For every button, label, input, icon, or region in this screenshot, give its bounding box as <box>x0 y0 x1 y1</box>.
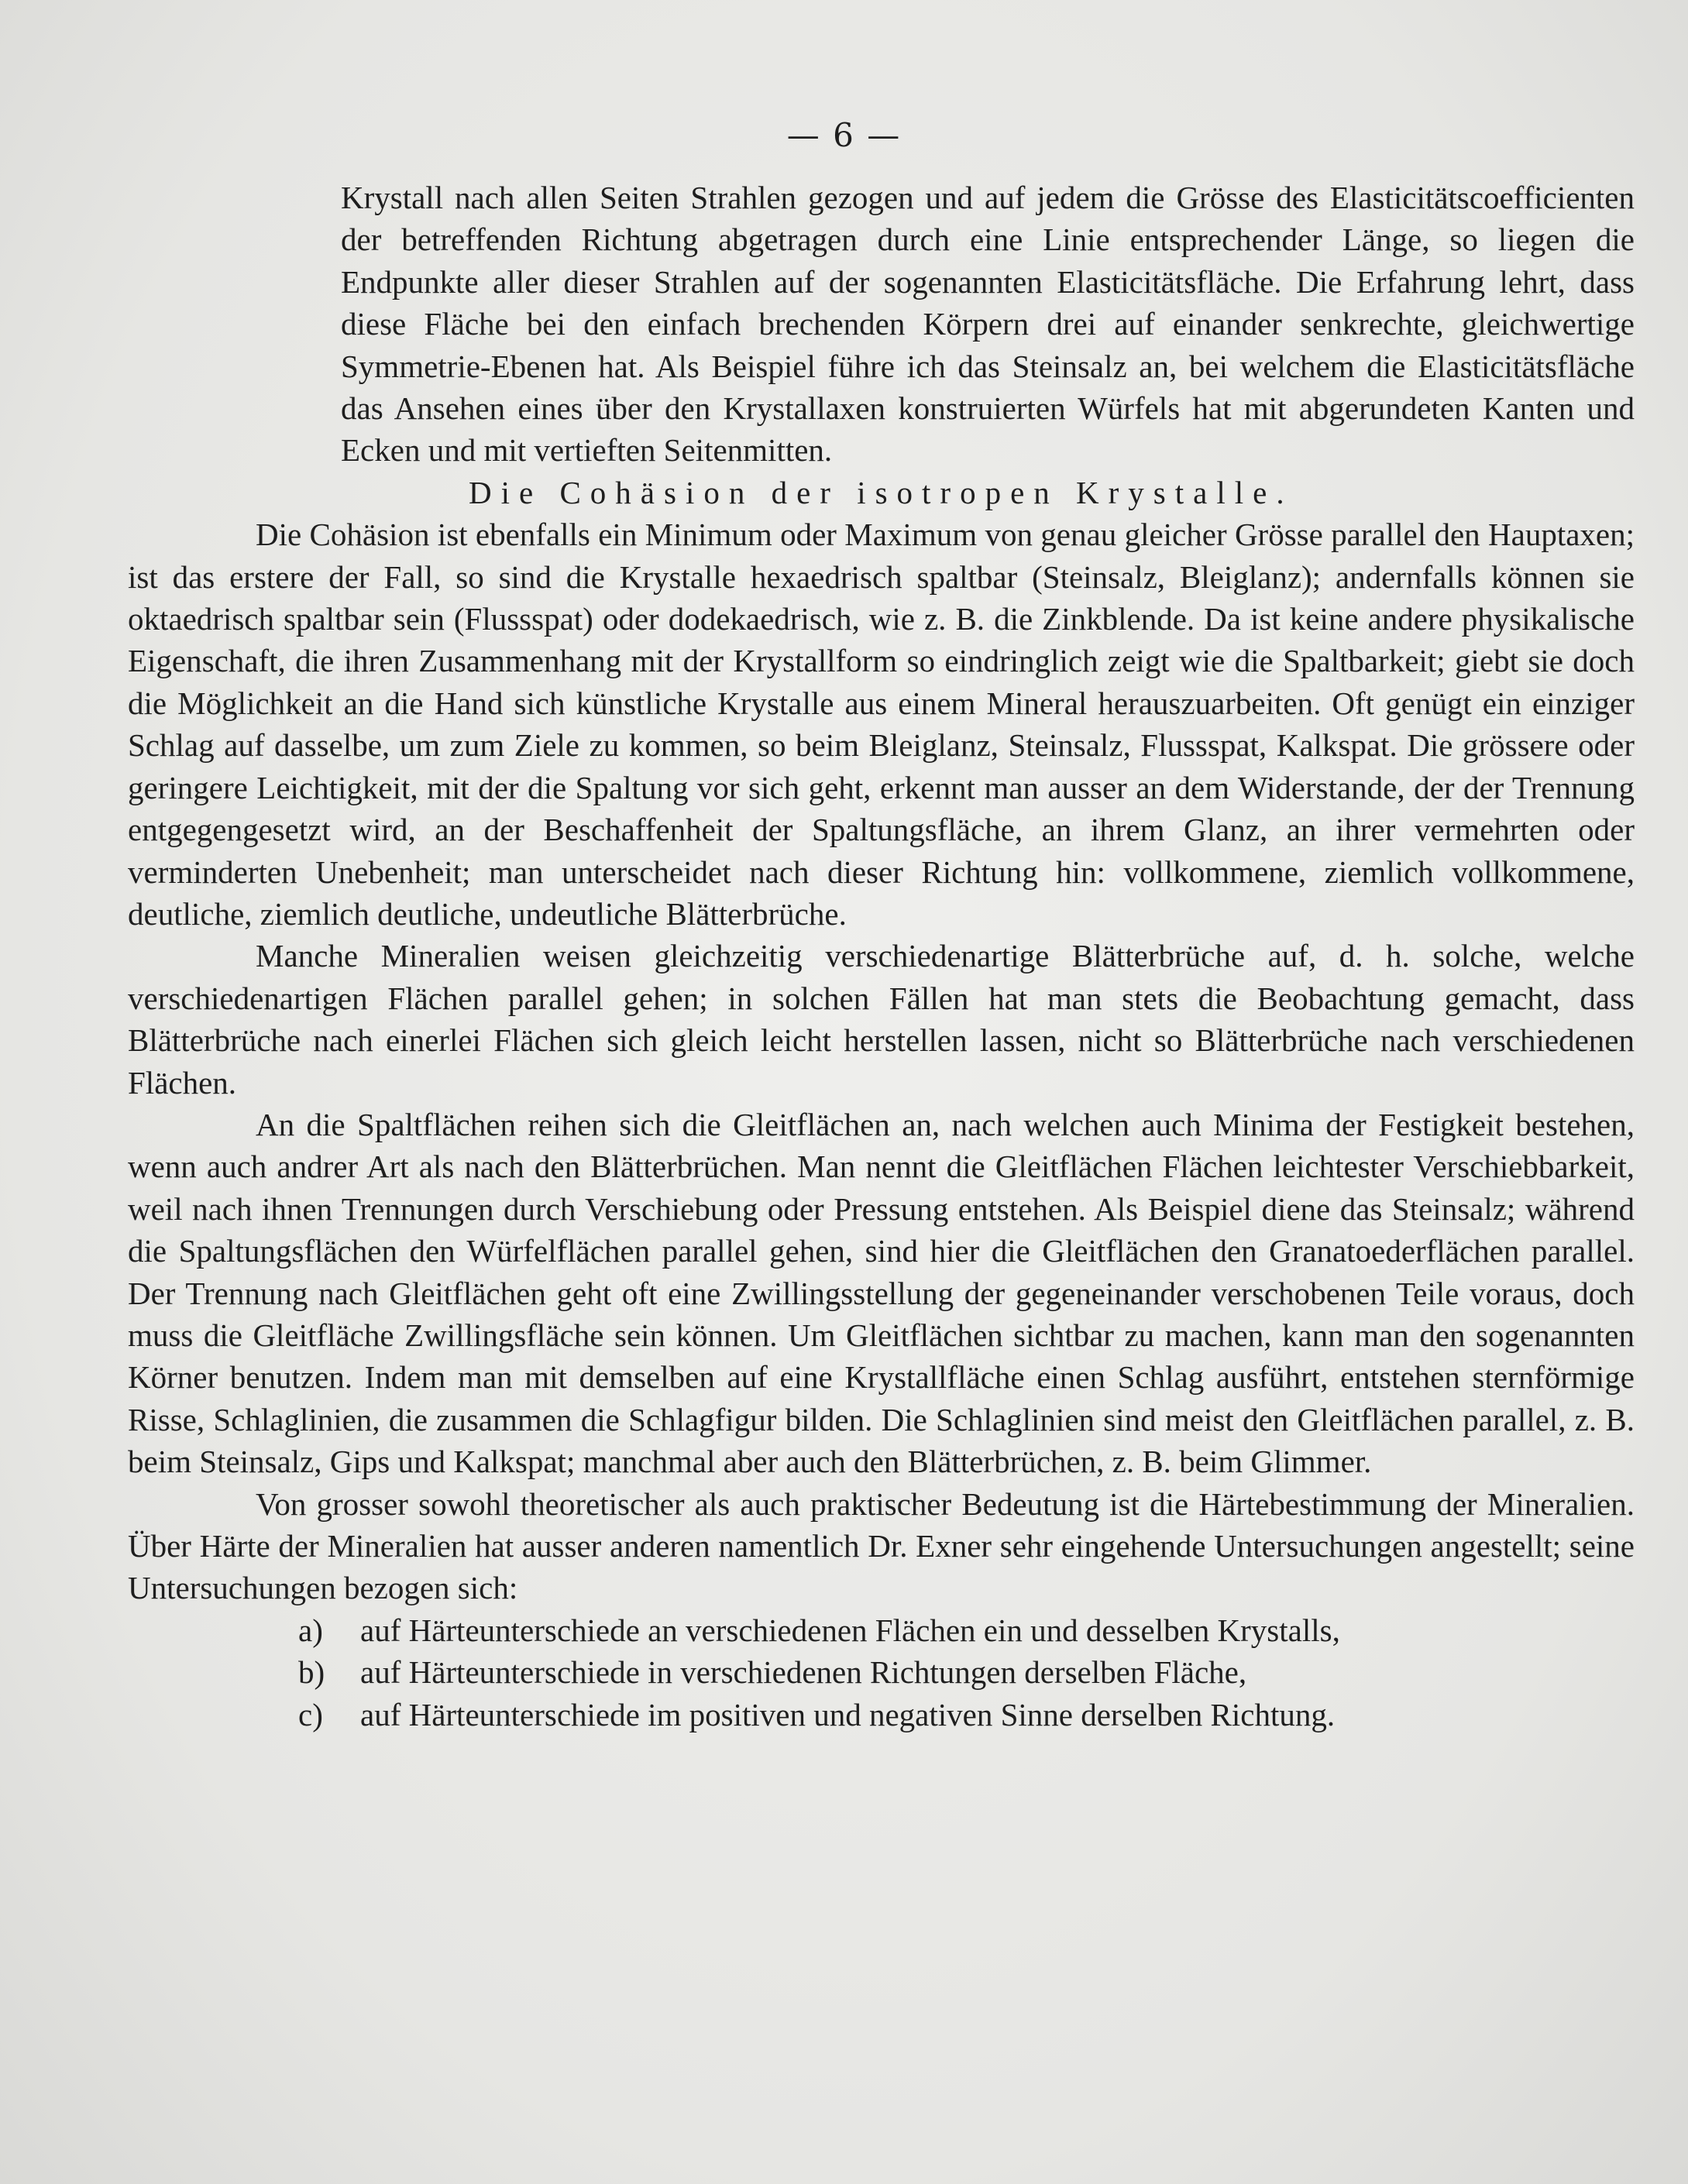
list-marker: a) <box>298 1612 323 1648</box>
list-item <box>128 1651 1635 1693</box>
body-text <box>128 177 1635 1736</box>
list-item <box>128 1609 1635 1651</box>
list-item <box>128 1694 1635 1736</box>
list-item-text: auf Härteunterschiede in verschiedenen Richtungen derselben Fläche, <box>360 1654 1247 1691</box>
section-heading: Die Cohäsion der isotropen Krystalle. <box>469 474 1294 510</box>
list-item-text: auf Härteunterschiede im positiven und negativen Sinne derselben Richtung. <box>360 1696 1336 1732</box>
haerte-list <box>128 1609 1635 1736</box>
paragraph-blaetterbrueche: Manche Mineralien weisen gleichzeitig verschiedenartige Blätterbrüche auf, d. h. solche, welche verschiedenartigen Flächen parallel gehen; in solchen Fällen hat man stets die Beobachtung gemacht, dass Blätterbrüche nach einerlei Flächen sich gleich leicht herstellen lassen, nicht so Blätterbrüche nach verschiedenen Flächen. <box>128 938 1635 1101</box>
list-marker: c) <box>298 1696 323 1732</box>
list-item-text: auf Härteunterschiede an verschiedenen Flächen ein und desselben Krystalls, <box>360 1612 1340 1648</box>
paragraph-gleitflaechen: An die Spaltflächen reihen sich die Gleitflächen an, nach welchen auch Minima der Festigkeit bestehen, wenn auch andrer Art als nach den Blätterbrüchen. Man nennt die Gleitflächen Flächen leichtester Verschiebbarkeit, weil nach ihnen Trennungen durch Verschiebung oder Pressung entstehen. Als Beispiel diene das Steinsalz; während die Spaltungsflächen den Würfelflächen parallel gehen, sind hier die Gleitflächen den Granatoederflächen parallel. Der Trennung nach Gleitflächen geht oft eine Zwillingsstellung der gegeneinander verschobenen Teile voraus, doch muss die Gleitfläche Zwillingsfläche sein können. Um Gleitflächen sichtbar zu machen, kann man den sogenannten Körner benutzen. Indem man mit demselben auf eine Krystallfläche einen Schlag ausführt, entstehen sternförmige Risse, Schlaglinien, die zusammen die Schlagfigur bilden. Die Schlaglinien sind meist den Gleitflächen parallel, z. B. beim Steinsalz, Gips und Kalkspat; manchmal aber auch den Blätterbrüchen, z. B. beim Glimmer. <box>128 1106 1635 1480</box>
paragraph-intro: Krystall nach allen Seiten Strahlen gezogen und auf jedem die Grösse des Elasticitätscoefficienten der betreffenden Richtung abgetragen durch eine Linie entsprechender Länge, so liegen die Endpunkte aller dieser Strahlen auf der sogenannten Elasticitätsfläche. Die Erfahrung lehrt, dass diese Fläche bei den einfach brechenden Körpern drei auf einander senkrechte, gleichwertige Symmetrie-Ebenen hat. Als Beispiel führe ich das Steinsalz an, bei welchem die Elasticitätsfläche das Ansehen eines über den Krystallaxen konstruierten Würfels hat mit abgerundeten Kanten und Ecken und mit vertieften Seitenmitten. <box>341 180 1635 469</box>
page-number: — 6 — <box>786 116 902 154</box>
paragraph-cohaesion: Die Cohäsion ist ebenfalls ein Minimum oder Maximum von genau gleicher Grösse parallel den Hauptaxen; ist das erstere der Fall, so sind die Krystalle hexaedrisch spaltbar (Steinsalz, Bleiglanz); andernfalls können sie oktaedrisch spaltbar sein (Flussspat) oder dodekaedrisch, wie z. B. die Zinkblende. Da ist keine andere physikalische Eigenschaft, die ihren Zusammenhang mit der Krystallform so eindringlich zeigt wie die Spaltbarkeit; giebt sie doch die Möglichkeit an die Hand sich künstliche Krystalle aus einem Mineral herauszuarbeiten. Oft genügt ein einziger Schlag auf dasselbe, um zum Ziele zu kommen, so beim Bleiglanz, Steinsalz, Flussspat, Kalkspat. Die grössere oder geringere Leichtigkeit, mit der die Spaltung vor sich geht, erkennt man ausser an dem Widerstande, der der Trennung entgegengesetzt wird, an der Beschaffenheit der Spaltungsfläche, an ihrem Glanz, an ihrer vermehrten oder verminderten Unebenheit; man unterscheidet nach dieser Richtung hin: vollkommene, ziemlich vollkommene, deutliche, ziemlich deutliche, undeutliche Blätterbrüche. <box>128 517 1635 932</box>
list-marker: b) <box>298 1654 325 1691</box>
paragraph-haerte: Von grosser sowohl theoretischer als auch praktischer Bedeutung ist die Härtebestimmung der Mineralien. Über Härte der Mineralien hat ausser anderen namentlich Dr. Exner sehr eingehende Untersuchungen angestellt; seine Untersuchungen bezogen sich: <box>128 1485 1635 1606</box>
